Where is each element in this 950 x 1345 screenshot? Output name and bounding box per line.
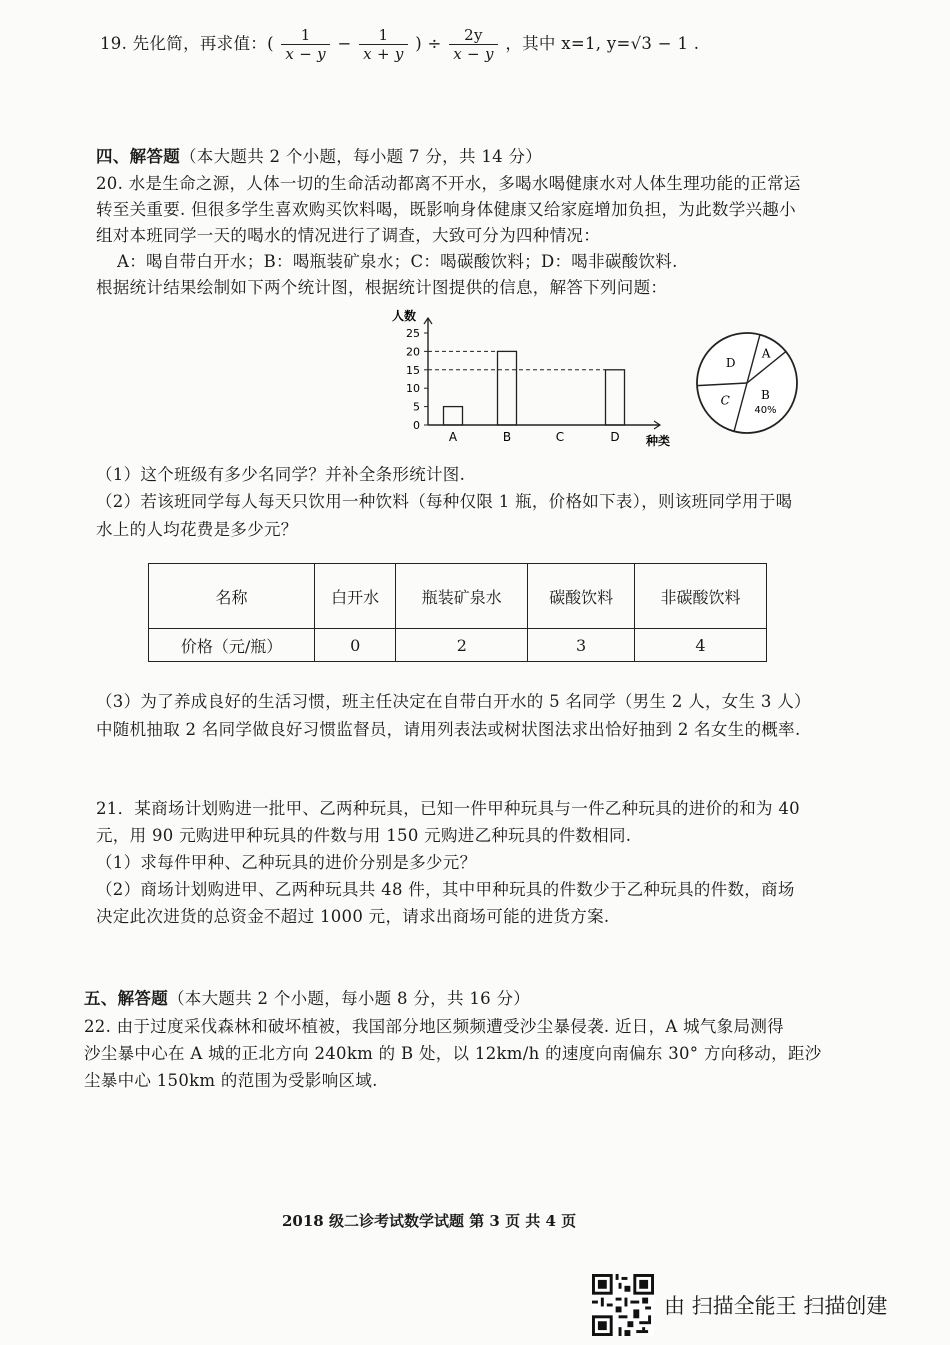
q21-line2: 元，用 90 元购进甲种玩具的件数与用 150 元购进乙种玩具的件数相同.	[96, 826, 632, 845]
section4-detail: （本大题共 2 个小题，每小题 7 分，共 14 分）	[180, 147, 543, 166]
section5-heading: 五、解答题	[84, 989, 168, 1008]
scanner-watermark: 由 扫描全能王 扫描创建	[664, 1294, 888, 1318]
q20-line1: 20. 水是生命之源，人体一切的生命活动都离不开水，多喝水喝健康水对人体生理功能的正常运	[96, 174, 801, 193]
q20-sub3-line2: 中随机抽取 2 名同学做良好习惯监督员，请用列表法或树状图法求出恰好抽到 2 名女生的概率.	[96, 720, 801, 739]
fraction-1: $\frac{1}{x - y}$	[281, 26, 330, 63]
y-tick-label: 25	[406, 327, 420, 340]
table-header-cell: 名称	[149, 564, 315, 629]
table-header-cell: 非碳酸饮料	[634, 564, 766, 629]
bar-chart	[378, 308, 678, 448]
section4-heading: 四、解答题	[96, 147, 180, 166]
table-cell: 价格（元/瓶）	[149, 629, 315, 662]
q20-line2: 转至关重要. 但很多学生喜欢购买饮料喝，既影响身体健康又给家庭增加负担，为此数学兴趣小	[96, 200, 796, 219]
price-table-header-row	[149, 564, 767, 629]
q20-line3: 组对本班同学一天的喝水的情况进行了调查，大致可分为四种情况：	[96, 226, 600, 245]
pie-chart	[692, 328, 802, 438]
qr-code-icon	[592, 1274, 654, 1336]
q20-options: A：喝自带白开水；B：喝瓶装矿泉水；C：喝碳酸饮料；D：喝非碳酸饮料.	[117, 252, 678, 271]
bar	[444, 407, 463, 425]
section5-detail: （本大题共 2 个小题，每小题 8 分，共 16 分）	[168, 989, 531, 1008]
q20-line4: 根据统计结果绘制如下两个统计图，根据统计图提供的信息，解答下列问题：	[96, 278, 668, 297]
fraction-3: $\frac{2y}{x - y}$	[449, 26, 498, 63]
table-cell: 0	[315, 629, 396, 662]
fraction-2: $\frac{1}{x + y}$	[359, 26, 408, 63]
section4-heading-line	[96, 143, 542, 167]
q19-suffix: ，其中 x=1, y=√3 − 1 .	[505, 34, 700, 53]
y-tick-label: 20	[406, 345, 420, 359]
q21-sub2-line1: （2）商场计划购进甲、乙两种玩具共 48 件，其中甲种玩具的件数少于乙种玩具的件数，商场	[96, 880, 795, 899]
price-table	[148, 563, 767, 662]
q20-sub2-line2: 水上的人均花费是多少元？	[96, 520, 298, 539]
table-cell: 4	[634, 629, 766, 662]
q22-line1: 22. 由于过度采伐森林和破坏植被，我国部分地区频频遭受沙尘暴侵袭. 近日，A 城气象局测得	[84, 1017, 784, 1036]
bar	[498, 351, 517, 425]
pie-slice-label: A	[761, 346, 771, 361]
q20-sub2-line1: （2）若该班同学每人每天只饮用一种饮料（每种仅限 1 瓶，价格如下表），则该班同学用于喝	[96, 492, 793, 511]
x-tick-label: C	[555, 430, 565, 444]
q22-line3: 尘暴中心 150km 的范围为受影响区域.	[84, 1071, 378, 1090]
pie-percent-label: 40%	[754, 404, 777, 416]
y-tick-label: 10	[406, 382, 420, 396]
section5-heading-line	[84, 985, 530, 1009]
y-tick-label: 5	[413, 400, 420, 414]
q21-sub2-line2: 决定此次进货的总资金不超过 1000 元，请求出商场可能的进货方案.	[96, 907, 610, 926]
q19-minus: −	[337, 34, 352, 53]
x-tick-label: D	[610, 430, 620, 444]
table-header-cell: 白开水	[315, 564, 396, 629]
bar	[606, 370, 625, 425]
q20-sub3-line1: （3）为了养成良好的生活习惯，班主任决定在自带白开水的 5 名同学（男生 2 人，女生 3 人）	[96, 692, 811, 711]
q19-line	[100, 26, 699, 63]
y-tick-label: 0	[413, 419, 420, 432]
table-header-cell: 碳酸饮料	[528, 564, 635, 629]
q21-sub1: （1）求每件甲种、乙种玩具的进价分别是多少元？	[96, 853, 477, 872]
table-cell: 3	[528, 629, 635, 662]
table-cell: 2	[396, 629, 528, 662]
q20-sub1: （1）这个班级有多少名同学？并补全条形统计图.	[96, 465, 466, 484]
q21-line1: 21．某商场计划购进一批甲、乙两种玩具，已知一件甲种玩具与一件乙种玩具的进价的和为 40	[96, 799, 800, 818]
pie-slice-label: D	[725, 355, 736, 370]
x-tick-label: B	[502, 430, 512, 444]
pie-slice-label: B	[761, 387, 770, 402]
pie-slice-label: C	[720, 393, 730, 408]
q19-prefix: 19. 先化简，再求值：(	[100, 34, 274, 53]
y-axis-label: 人数	[392, 309, 417, 323]
x-axis-label: 种类	[646, 434, 671, 448]
page-footer: 2018 级二诊考试数学试题 第 3 页 共 4 页	[282, 1212, 577, 1230]
q19-divide: ) ÷	[415, 34, 442, 53]
price-table-row	[149, 629, 767, 662]
x-tick-label: A	[448, 430, 458, 444]
table-header-cell: 瓶装矿泉水	[396, 564, 528, 629]
y-tick-label: 15	[406, 363, 420, 377]
q22-line2: 沙尘暴中心在 A 城的正北方向 240km 的 B 处，以 12km/h 的速度向南偏东 30° 方向移动，距沙	[84, 1044, 822, 1063]
